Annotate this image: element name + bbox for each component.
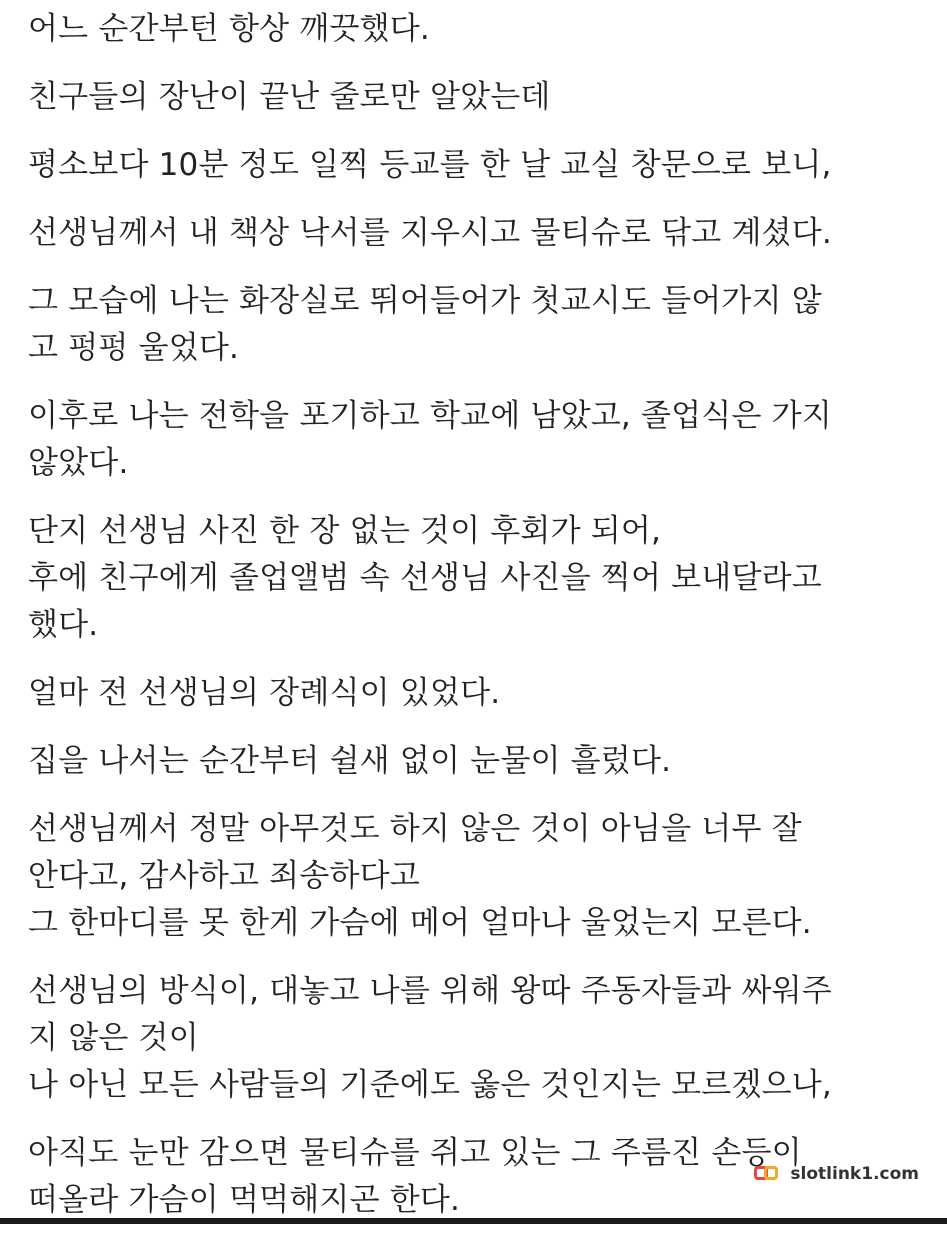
paragraph-6 [28, 393, 928, 487]
text-line: 그 모습에 나는 화장실로 뛰어들어가 첫교시도 들어가지 않 [28, 283, 822, 319]
text-line: 친구들의 장난이 끝난 줄로만 알았는데 [28, 79, 551, 115]
paragraph-2 [28, 74, 928, 121]
paragraph-3 [28, 142, 928, 189]
text-line: 그 한마디를 못 한게 가슴에 메어 얼마나 울었는지 모른다. [28, 905, 812, 941]
text-line: 지 않은 것이 [28, 1020, 199, 1056]
text-line: 떠올라 가슴이 먹먹해지곤 한다. [28, 1182, 461, 1218]
text-line: 고 펑펑 울었다. [28, 330, 240, 366]
text-line: 얼마 전 선생님의 장례식이 있었다. [28, 675, 501, 711]
text-line: 집을 나서는 순간부터 쉴새 없이 눈물이 흘렀다. [28, 743, 672, 779]
paragraph-8 [28, 670, 928, 717]
text-line: 선생님께서 정말 아무것도 하지 않은 것이 아님을 너무 잘 [28, 811, 802, 847]
text-line: 안다고, 감사하고 죄송하다고 [28, 858, 420, 894]
text-line: 후에 친구에게 졸업앨범 속 선생님 사진을 찍어 보내달라고 [28, 560, 822, 596]
paragraph-1 [28, 6, 928, 53]
text-line: 단지 선생님 사진 한 장 없는 것이 후회가 되어, [28, 513, 662, 549]
text-line: 선생님께서 내 책상 낙서를 지우시고 물티슈로 닦고 계셨다. [28, 215, 832, 251]
text-line: 평소보다 10분 정도 일찍 등교를 한 날 교실 창문으로 보니, [28, 147, 832, 183]
link-logo-icon [754, 1165, 780, 1183]
text-line: 선생님의 방식이, 대놓고 나를 위해 왕따 주동자들과 싸워주 [28, 973, 832, 1009]
text-line: 않았다. [28, 445, 129, 481]
paragraph-5 [28, 278, 928, 372]
watermark [754, 1164, 919, 1184]
paragraph-4 [28, 210, 928, 257]
text-line: 나 아닌 모든 사람들의 기준에도 옳은 것인지는 모르겠으나, [28, 1067, 832, 1103]
paragraph-11 [28, 968, 928, 1109]
paragraph-9 [28, 738, 928, 785]
bottom-divider [0, 1218, 947, 1224]
text-line: 아직도 눈만 감으면 물티슈를 쥐고 있는 그 주름진 손등이 [28, 1135, 802, 1171]
paragraph-7 [28, 508, 928, 649]
watermark-text: slotlink1.com [790, 1164, 919, 1184]
text-line: 어느 순간부턴 항상 깨끗했다. [28, 11, 430, 47]
text-line: 이후로 나는 전학을 포기하고 학교에 남았고, 졸업식은 가지 [28, 398, 832, 434]
paragraph-10 [28, 806, 928, 947]
document-body [28, 6, 928, 1245]
text-line: 했다. [28, 607, 99, 643]
